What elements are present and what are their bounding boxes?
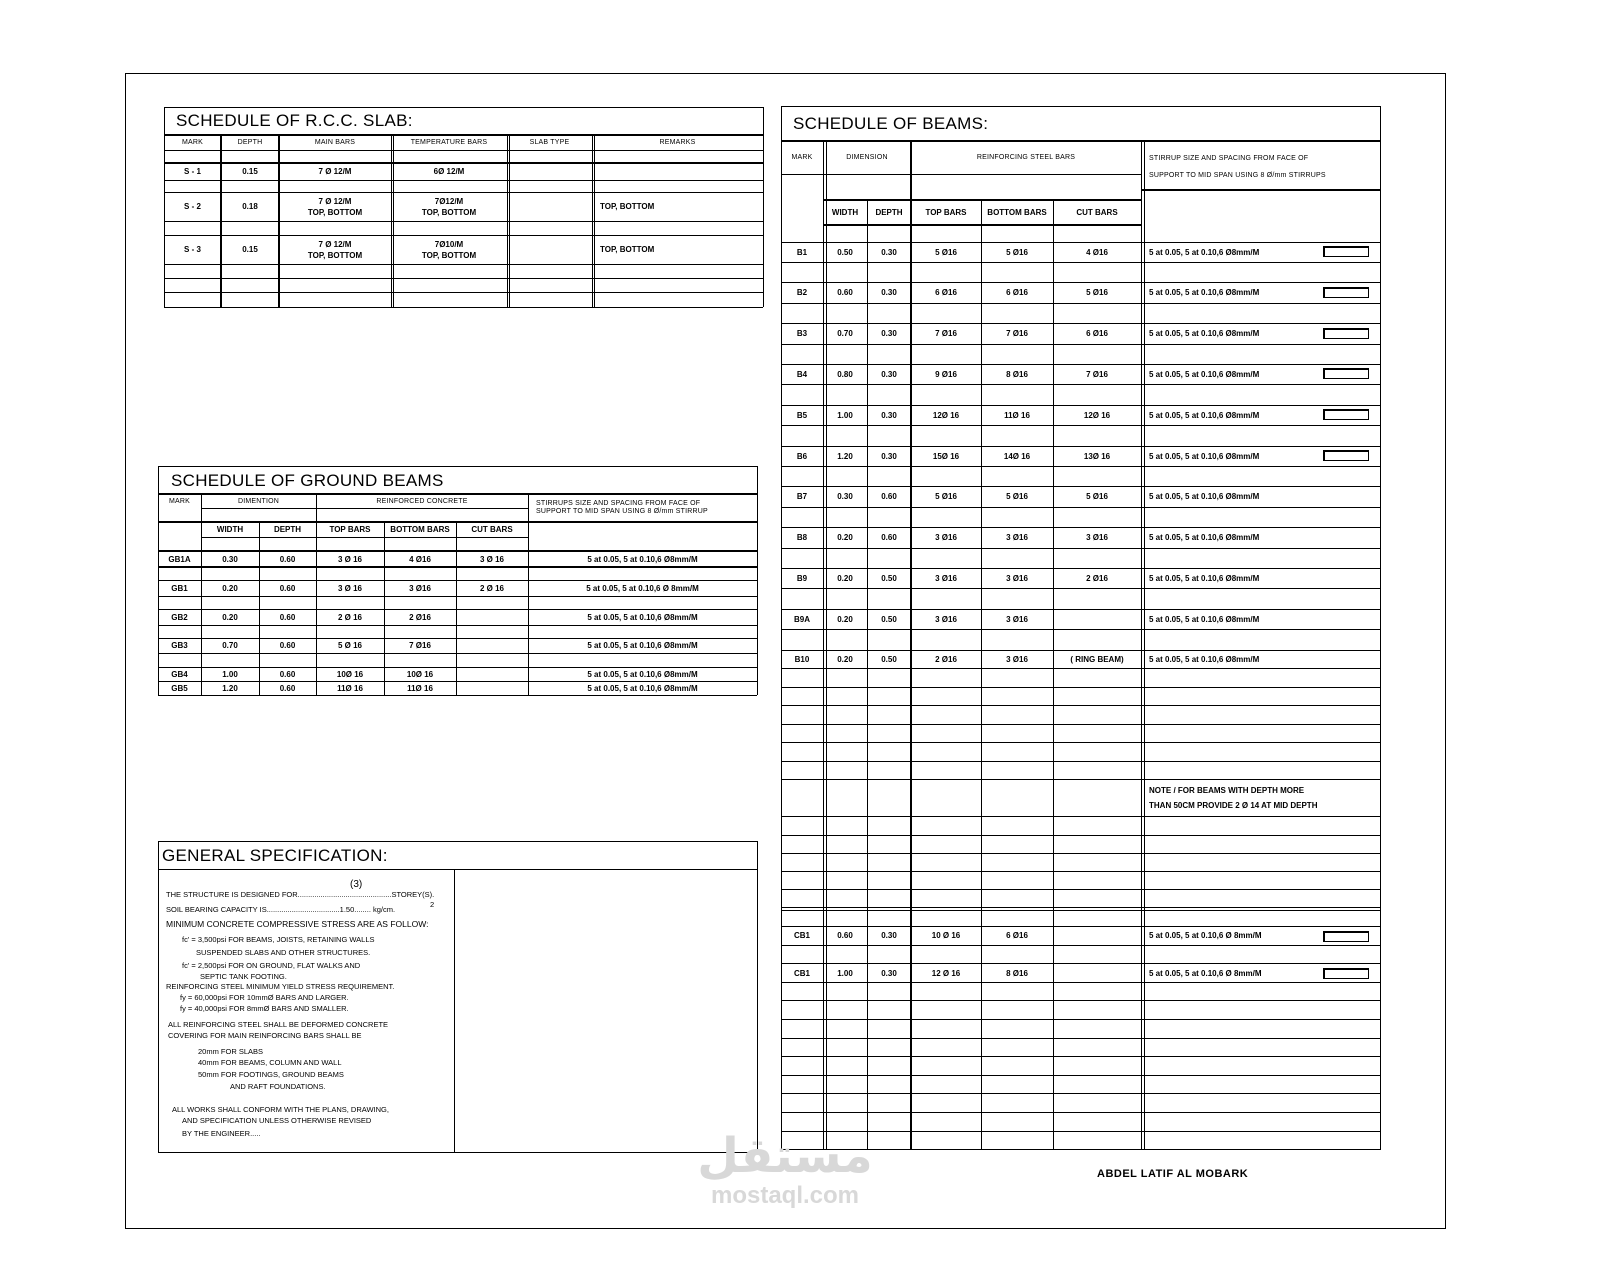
beam-cell: 3 Ø16 [1006, 614, 1028, 624]
beam-cell: 9 Ø16 [935, 370, 957, 380]
gb-cell: GB1 [171, 583, 188, 593]
beam-cell: 7 Ø16 [935, 329, 957, 339]
slab-cell: 7Ø12/M TOP, BOTTOM [421, 196, 477, 217]
spec-line: MINIMUM CONCRETE COMPRESSIVE STRESS ARE AS FOLLOW: [166, 919, 429, 929]
beam-cell: 0.30 [881, 931, 897, 941]
beam-cell: 0.30 [881, 247, 897, 257]
slab-header: MAIN BARS [314, 139, 356, 146]
gb-cell: 2 Ø16 [409, 612, 431, 622]
gb-cell: 0.70 [222, 641, 238, 650]
slab-cell: 0.15 [242, 167, 258, 176]
spec-line: AND SPECIFICATION UNLESS OTHERWISE REVISED [182, 1116, 372, 1125]
gb-cell: 0.60 [279, 612, 296, 622]
spec-line: REINFORCING STEEL MINIMUM YIELD STRESS REQUIREMENT. [166, 982, 395, 991]
stirrup-icon [1323, 931, 1369, 942]
grid-line [158, 1152, 757, 1153]
gb-cell: 5 Ø 16 [337, 641, 362, 650]
beam-cell: 3 Ø16 [935, 574, 957, 584]
beam-cell: 5 Ø16 [935, 492, 957, 502]
gb-cell: 1.00 [222, 669, 238, 679]
grid-line [781, 1038, 1380, 1039]
beam-cell: 12Ø 16 [1083, 410, 1111, 420]
grid-line [164, 107, 763, 108]
gb-cell: 0.20 [222, 583, 238, 593]
beam-cell: 0.50 [881, 654, 897, 664]
grid-line [781, 1093, 1380, 1094]
slab-header: DEPTH [237, 139, 263, 146]
grid-line [781, 724, 1380, 725]
slab-header: TEMPERATURE BARS [410, 139, 488, 146]
gb-cell: 11Ø 16 [407, 683, 433, 693]
slab-cell: TOP, BOTTOM [600, 202, 655, 211]
grid-line [781, 835, 1380, 836]
gb-cell: 0.60 [279, 554, 296, 564]
beam-cell: 0.50 [881, 574, 897, 584]
grid-line [592, 135, 593, 307]
grid-line [158, 841, 757, 842]
beam-cell: 5 at 0.05, 5 at 0.10,6 Ø8mm/M [1149, 654, 1260, 664]
grid-line [781, 853, 1380, 854]
grid-line [393, 135, 394, 307]
beams-header-cut: CUT BARS [1076, 208, 1118, 217]
beam-cell: 5 Ø16 [1086, 288, 1108, 298]
gb-header-top: TOP BARS [329, 525, 371, 534]
grid-line [278, 135, 280, 307]
beam-cell: 0.30 [881, 288, 897, 298]
gb-cell: GB2 [171, 612, 188, 622]
beam-cell: 12Ø 16 [932, 410, 960, 420]
spec-line: SEPTIC TANK FOOTING. [200, 972, 287, 981]
beam-cell: 12 Ø 16 [931, 968, 961, 978]
beam-cell: 6 Ø16 [1086, 329, 1108, 339]
beam-cell: 3 Ø16 [1086, 533, 1108, 543]
stirrup-icon [1323, 450, 1369, 461]
gb-cell: 5 at 0.05, 5 at 0.10,6 Ø 8mm/M [586, 583, 699, 593]
spec-line: 50mm FOR FOOTINGS, GROUND BEAMS [198, 1070, 344, 1079]
grid-line [781, 1000, 1380, 1001]
gb-cell: 3 Ø16 [409, 583, 431, 593]
beam-cell: 0.70 [837, 329, 853, 339]
grid-line [781, 1019, 1380, 1020]
spec-title: GENERAL SPECIFICATION: [162, 846, 388, 865]
gb-cell: GB1A [168, 554, 191, 564]
gb-cell: 5 at 0.05, 5 at 0.10,6 Ø8mm/M [587, 683, 698, 693]
slab-cell: S - 2 [184, 202, 201, 211]
beam-cell: 3 Ø16 [1006, 654, 1028, 664]
beam-cell: 0.50 [837, 247, 853, 257]
beam-cell: 0.30 [881, 370, 897, 380]
beam-cell: 6 Ø16 [935, 288, 957, 298]
gb-cell: 10Ø 16 [406, 669, 434, 679]
gb-cell: 3 Ø 16 [337, 554, 362, 564]
beam-cell: 6 Ø16 [1006, 931, 1028, 941]
grid-line [781, 742, 1380, 743]
beam-cell: B9A [793, 614, 810, 624]
beam-cell: 5 at 0.05, 5 at 0.10,6 Ø8mm/M [1149, 410, 1260, 420]
spec-line: fc' = 3,500psi FOR BEAMS, JOISTS, RETAINING WALLS [182, 935, 375, 944]
grid-line [164, 278, 763, 279]
beam-cell: B6 [796, 451, 808, 461]
watermark-latin: mostaql.com [710, 1182, 860, 1209]
gb-header-dimension: DIMENTION [237, 497, 280, 505]
gb-cell: 0.60 [279, 683, 296, 693]
spec-line: ALL WORKS SHALL CONFORM WITH THE PLANS, DRAWING, [172, 1105, 389, 1114]
beam-cell: B1 [796, 247, 808, 257]
slab-header: REMARKS [659, 139, 696, 146]
beam-cell: 0.30 [881, 451, 897, 461]
slab-cell: 6Ø 12/M [433, 167, 465, 176]
gb-cell: 0.20 [222, 612, 238, 622]
beam-cell: 5 at 0.05, 5 at 0.10,6 Ø 8mm/M [1149, 931, 1262, 941]
slab-cell: 0.15 [242, 245, 258, 254]
stirrup-icon [1323, 409, 1369, 420]
beam-cell: 0.20 [837, 574, 853, 584]
gb-cell: 11Ø 16 [337, 683, 363, 693]
beam-cell: 3 Ø16 [935, 533, 957, 543]
beam-cell: 14Ø 16 [1003, 451, 1031, 461]
beam-cell: 5 at 0.05, 5 at 0.10,6 Ø 8mm/M [1149, 968, 1262, 978]
stirrup-icon [1323, 328, 1369, 339]
gb-cell: 0.30 [222, 554, 238, 564]
beam-cell: 7 Ø16 [1086, 370, 1108, 380]
gb-cell: 3 Ø 16 [479, 554, 504, 564]
gb-cell: 0.60 [279, 583, 296, 593]
spec-line: SOIL BEARING CAPACITY IS...................................1.50........ kg/cm. [166, 905, 396, 914]
grid-line [454, 869, 455, 1152]
beams-note: NOTE / FOR BEAMS WITH DEPTH MORE THAN 50CM PROVIDE 2 Ø 14 AT MID DEPTH [1149, 786, 1318, 811]
slab-cell: 7Ø10/M TOP, BOTTOM [421, 239, 477, 260]
gb-cell: 7 Ø16 [409, 641, 431, 650]
watermark-logo [680, 1130, 890, 1210]
gb-header-reinforced: REINFORCED CONCRETE [376, 497, 468, 505]
spec-line: 20mm FOR SLABS [198, 1047, 264, 1056]
gb-cell: 3 Ø 16 [337, 583, 362, 593]
beam-cell: 5 at 0.05, 5 at 0.10,6 Ø8mm/M [1149, 492, 1260, 502]
beam-cell: B10 [794, 654, 810, 664]
gb-header-depth: DEPTH [273, 525, 302, 534]
beam-cell: 2 Ø16 [935, 654, 957, 664]
beam-cell: 5 at 0.05, 5 at 0.10,6 Ø8mm/M [1149, 533, 1260, 543]
beam-cell: 5 Ø16 [935, 247, 957, 257]
grid-line [781, 889, 1380, 890]
beam-cell: 8 Ø16 [1006, 968, 1028, 978]
beam-cell: 0.50 [881, 614, 897, 624]
slab-cell: TOP, BOTTOM [600, 245, 655, 254]
gb-header-cut: CUT BARS [471, 525, 513, 534]
gb-cell: 0.60 [279, 669, 296, 679]
beam-cell: 0.60 [837, 288, 853, 298]
slab-cell: 7 Ø 12/M [318, 167, 352, 176]
grid-line [158, 869, 757, 870]
beam-cell: 5 Ø16 [1086, 492, 1108, 502]
gb-cell: GB4 [171, 669, 188, 679]
beam-cell: B5 [796, 410, 808, 420]
beam-cell: 0.60 [837, 931, 853, 941]
beams-header-stirrups: SUPPORT TO MID SPAN USING 8 Ø/mm STIRRUPS [1149, 171, 1326, 179]
beam-cell: B2 [796, 288, 808, 298]
beams-header-reinforcing: REINFORCING STEEL BARS [976, 154, 1076, 161]
beam-cell: 5 at 0.05, 5 at 0.10,6 Ø8mm/M [1149, 247, 1260, 257]
beam-cell: 3 Ø16 [1006, 574, 1028, 584]
gb-header-stirrups: STIRRUPS SIZE AND SPACING FROM FACE OF SUPPORT TO MID SPAN USING 8 Ø/mm STIRRUP [536, 500, 708, 515]
spec-bearing-exponent: 2 [430, 900, 435, 909]
grid-line [781, 1056, 1380, 1057]
grid-line [781, 687, 1380, 688]
gb-cell: 5 at 0.05, 5 at 0.10,6 Ø8mm/M [587, 554, 698, 564]
spec-line: AND RAFT FOUNDATIONS. [230, 1082, 326, 1091]
beam-cell: 0.30 [881, 968, 897, 978]
beam-cell: CB1 [793, 968, 810, 978]
grid-line [781, 910, 1380, 911]
gb-header-bottom: BOTTOM BARS [390, 525, 450, 534]
gb-cell: 10Ø 16 [336, 669, 364, 679]
beam-cell: 13Ø 16 [1083, 451, 1111, 461]
beams-header-width: WIDTH [831, 208, 859, 217]
grid-line [164, 292, 763, 293]
beam-cell: 10 Ø 16 [931, 931, 961, 941]
grid-line [391, 135, 392, 307]
gb-cell: 5 at 0.05, 5 at 0.10,6 Ø8mm/M [587, 641, 698, 650]
grid-line [781, 106, 1380, 107]
beam-cell: 5 at 0.05, 5 at 0.10,6 Ø8mm/M [1149, 288, 1260, 298]
gb-cell: 2 Ø 16 [479, 583, 504, 593]
ground-beams-title: SCHEDULE OF GROUND BEAMS [171, 471, 444, 490]
beam-cell: 4 Ø16 [1086, 247, 1108, 257]
beam-cell: 5 at 0.05, 5 at 0.10,6 Ø8mm/M [1149, 574, 1260, 584]
stirrup-icon [1323, 368, 1369, 379]
beams-header-bottom: BOTTOM BARS [987, 208, 1047, 217]
grid-line [781, 705, 1380, 706]
beam-cell: 5 at 0.05, 5 at 0.10,6 Ø8mm/M [1149, 451, 1260, 461]
grid-line [781, 871, 1380, 872]
slab-header: MARK [181, 139, 204, 146]
spec-line: BY THE ENGINEER..... [182, 1129, 261, 1138]
spec-storeys: (3) [350, 879, 363, 890]
beam-cell: 6 Ø16 [1006, 288, 1028, 298]
gb-cell: 1.20 [222, 683, 238, 693]
grid-line [781, 1112, 1380, 1113]
beam-cell: B4 [796, 370, 808, 380]
beam-cell: 11Ø 16 [1004, 410, 1030, 420]
beam-cell: CB1 [793, 931, 810, 941]
beam-cell: 0.20 [837, 614, 853, 624]
beam-cell: 1.00 [837, 410, 853, 420]
beam-cell: 5 Ø16 [1006, 247, 1028, 257]
spec-line: SUSPENDED SLABS AND OTHER STRUCTURES. [196, 948, 371, 957]
gb-cell: GB3 [171, 641, 188, 650]
slab-title: SCHEDULE OF R.C.C. SLAB: [176, 111, 413, 130]
beam-cell: 5 Ø16 [1006, 492, 1028, 502]
grid-line [158, 466, 757, 467]
beam-cell: 2 Ø16 [1086, 574, 1108, 584]
gb-cell: 5 at 0.05, 5 at 0.10,6 Ø8mm/M [587, 612, 698, 622]
beam-cell: B7 [796, 492, 808, 502]
beams-header-stirrups: STIRRUP SIZE AND SPACING FROM FACE OF [1149, 154, 1309, 162]
spec-line: COVERING FOR MAIN REINFORCING BARS SHALL BE [168, 1031, 362, 1040]
slab-cell: 7 Ø 12/M TOP, BOTTOM [307, 196, 363, 217]
stirrup-icon [1323, 287, 1369, 298]
slab-header: SLAB TYPE [529, 139, 570, 146]
beam-cell: B3 [796, 329, 808, 339]
gb-cell: 2 Ø 16 [337, 612, 362, 622]
beam-cell: 1.20 [837, 451, 853, 461]
spec-line: ALL REINFORCING STEEL SHALL BE DEFORMED CONCRETE [168, 1020, 389, 1029]
gb-cell: 4 Ø16 [409, 554, 431, 564]
engineer-signature: ABDEL LATIF AL MOBARK [1097, 1168, 1249, 1180]
beam-cell: 0.30 [881, 410, 897, 420]
beam-cell: 0.60 [881, 492, 897, 502]
grid-line [757, 841, 758, 1152]
beams-header-depth: DEPTH [875, 208, 903, 217]
spec-line: fc' = 2,500psi FOR ON GROUND, FLAT WALKS AND [182, 961, 361, 970]
grid-line [781, 907, 1380, 908]
gb-cell: GB5 [171, 683, 188, 693]
slab-cell: S - 1 [184, 167, 201, 176]
grid-line [781, 761, 1380, 762]
beam-cell: 5 at 0.05, 5 at 0.10,6 Ø8mm/M [1149, 370, 1260, 380]
beam-cell: 7 Ø16 [1006, 329, 1028, 339]
beam-cell: 0.20 [837, 533, 853, 543]
grid-line [781, 1075, 1380, 1076]
beam-cell: 0.20 [837, 654, 853, 664]
beam-cell: 5 at 0.05, 5 at 0.10,6 Ø8mm/M [1149, 614, 1260, 624]
beam-cell: B8 [796, 533, 808, 543]
slab-cell: 0.18 [242, 202, 258, 211]
beam-cell: 3 Ø16 [935, 614, 957, 624]
beam-cell: 5 at 0.05, 5 at 0.10,6 Ø8mm/M [1149, 329, 1260, 339]
beam-cell: 8 Ø16 [1006, 370, 1028, 380]
beam-cell: 0.60 [881, 533, 897, 543]
grid-line [594, 135, 595, 307]
spec-line: 40mm FOR BEAMS, COLUMN AND WALL [198, 1058, 342, 1067]
grid-line [509, 135, 510, 307]
slab-cell: S - 3 [184, 245, 201, 254]
beams-header-mark: MARK [791, 154, 813, 161]
beam-cell: 15Ø 16 [932, 451, 960, 461]
slab-cell: 7 Ø 12/M TOP, BOTTOM [307, 239, 363, 260]
gb-cell: 0.60 [279, 641, 296, 650]
watermark-arabic: مستقل [697, 1128, 873, 1184]
spec-line: THE STRUCTURE IS DESIGNED FOR.............................................STOREY(S). [166, 890, 435, 899]
gb-header-width: WIDTH [216, 525, 244, 534]
beam-cell: 0.80 [837, 370, 853, 380]
grid-line [164, 307, 763, 308]
grid-line [507, 135, 508, 307]
grid-line [158, 841, 159, 1152]
stirrup-icon [1323, 968, 1369, 979]
spec-line: fy = 60,000psi FOR 10mmØ BARS AND LARGER. [180, 993, 349, 1002]
beam-cell: B9 [796, 574, 808, 584]
gb-header-mark: MARK [168, 497, 191, 505]
beams-header-top: TOP BARS [925, 208, 967, 217]
stirrup-icon [1323, 246, 1369, 257]
grid-line [220, 135, 222, 307]
beam-cell: 1.00 [837, 968, 853, 978]
beam-cell: ( RING BEAM) [1070, 654, 1124, 664]
beam-cell: 0.30 [837, 492, 853, 502]
spec-line: fy = 40,000psi FOR 8mmØ BARS AND SMALLER. [180, 1004, 349, 1013]
beams-title: SCHEDULE OF BEAMS: [793, 114, 989, 133]
beam-cell: 0.30 [881, 329, 897, 339]
beams-header-dimension: DIMENSION [846, 154, 888, 161]
beam-cell: 3 Ø16 [1006, 533, 1028, 543]
grid-line [1141, 189, 1380, 191]
gb-cell: 5 at 0.05, 5 at 0.10,6 Ø8mm/M [587, 669, 698, 679]
